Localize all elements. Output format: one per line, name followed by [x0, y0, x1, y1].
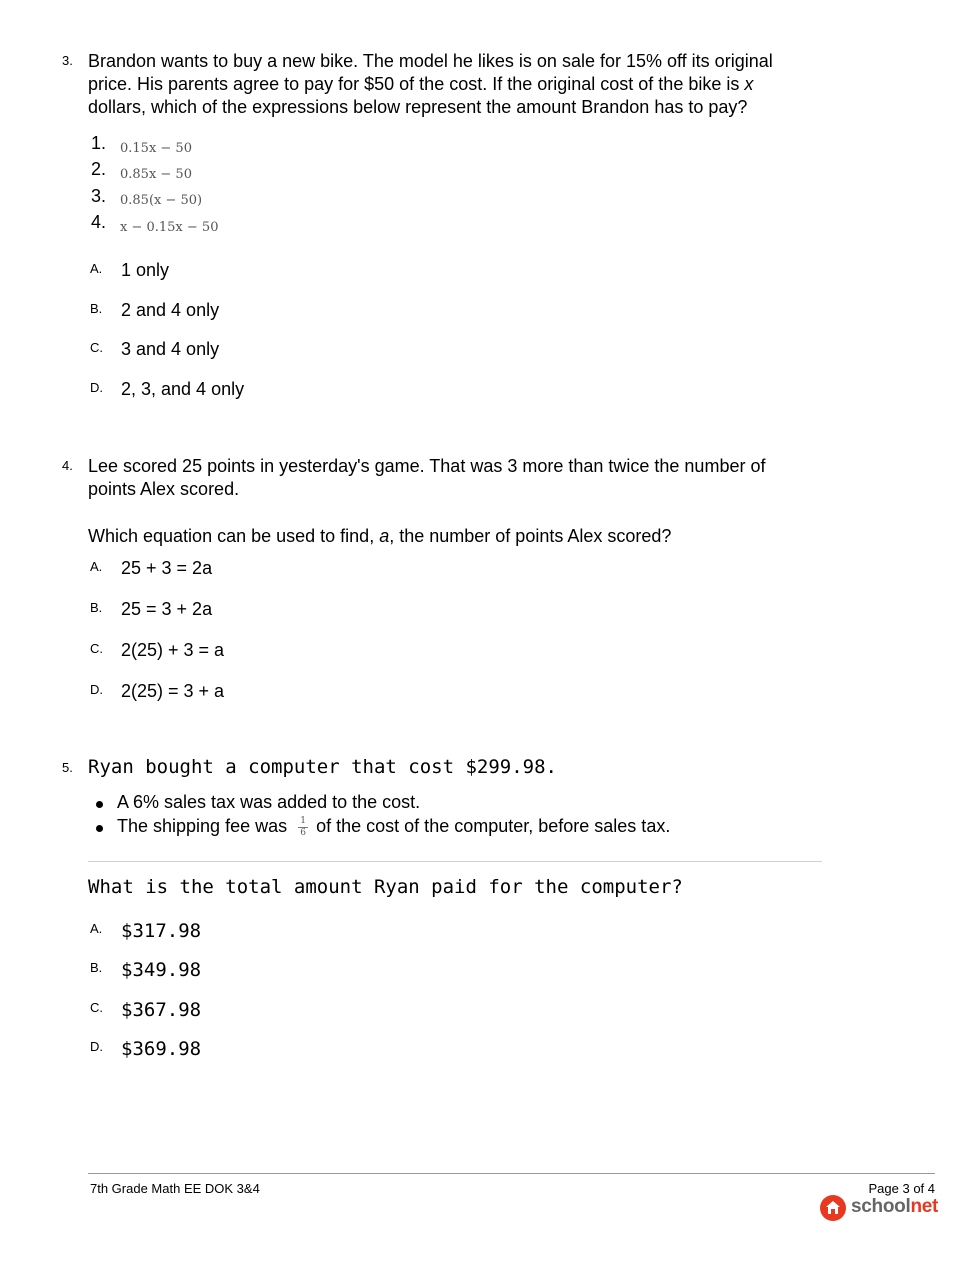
schoolnet-logo: schoolnet [820, 1195, 940, 1223]
expression: 0.15x − 50 [120, 141, 192, 156]
page-number: Page 3 of 4 [868, 1181, 935, 1196]
bullet-dot [96, 825, 103, 832]
question-prompt: What is the total amount Ryan paid for the computer? [88, 876, 683, 898]
question-number: 3. [62, 53, 73, 68]
question-number: 4. [62, 458, 73, 473]
fraction: $\frac{1}{6}$ [298, 817, 308, 838]
expression: 0.85x − 50 [120, 167, 192, 182]
expression-number: 4. [91, 212, 107, 232]
question-text: Brandon wants to buy a new bike. The model he likes is on sale for 15% off its original price. His parents agree to pay for $50 of the cost. If the original cost of the bike is x dollars, which of the expressions below represent the amount Brandon has to pay? [88, 51, 773, 117]
divider [88, 861, 822, 862]
expression-number: 1. [91, 133, 107, 153]
question-text: Ryan bought a computer that cost $299.98. [88, 756, 557, 778]
question-prompt: Which equation can be used to find, a, the number of points Alex scored? [88, 526, 672, 546]
footer-title: 7th Grade Math EE DOK 3&4 [90, 1181, 260, 1196]
expression: 0.85(x − 50) [120, 193, 203, 208]
footer-divider [88, 1173, 935, 1174]
bullet-dot [96, 801, 103, 808]
question-number: 5. [62, 760, 73, 775]
house-icon [820, 1195, 846, 1221]
expression: x − 0.15x − 50 [120, 220, 219, 235]
expression-number: 2. [91, 159, 107, 179]
question-text: Lee scored 25 points in yesterday's game. That was 3 more than twice the number of points Alex scored. [88, 456, 766, 499]
expression-number: 3. [91, 186, 107, 206]
